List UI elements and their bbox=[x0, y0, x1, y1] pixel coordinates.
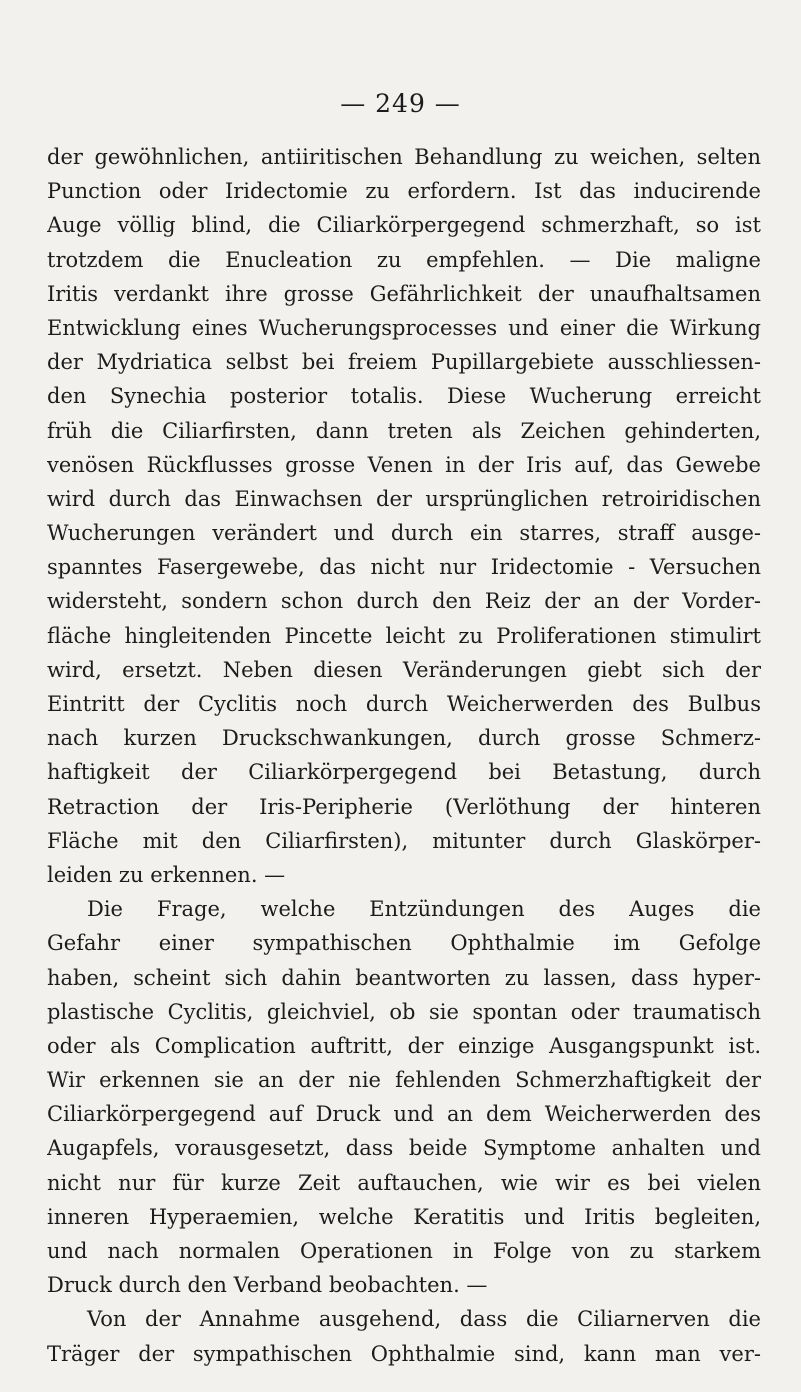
body-text bbox=[47, 140, 761, 1371]
text-line-9: früh die Ciliarfirsten, dann treten als Zeichen gehinderten, bbox=[47, 418, 761, 443]
text-line-16: wird, ersetzt. Neben diesen Veränderungen giebt sich der bbox=[47, 657, 761, 682]
text-line-27: oder als Complication auftritt, der einzige Ausgangspunkt ist. bbox=[47, 1033, 761, 1058]
text-line-7: der Mydriatica selbst bei freiem Pupillargebiete ausschliessen- bbox=[47, 350, 761, 375]
text-line-19: haftigkeit der Ciliarkörpergegend bei Betastung, durch bbox=[47, 760, 761, 785]
text-line-17: Eintritt der Cyclitis noch durch Weicherwerden des Bulbus bbox=[47, 692, 761, 716]
text-line-12: Wucherungen verändert und durch ein starres, straff ausge- bbox=[47, 521, 761, 546]
text-line-10: venösen Rückflusses grosse Venen in der Iris auf, das Gewebe bbox=[47, 452, 761, 477]
text-line-3: Auge völlig blind, die Ciliarkörpergegend schmerzhaft, so ist bbox=[47, 213, 761, 238]
text-line-32: inneren Hyperaemien, welche Keratitis und Iritis begleiten, bbox=[47, 1204, 761, 1229]
text-line-26: plastische Cyclitis, gleichviel, ob sie spontan oder traumatisch bbox=[47, 999, 761, 1024]
text-line-2: Punction oder Iridectomie zu erfordern. Ist das inducirende bbox=[47, 179, 761, 204]
text-line-5: Iritis verdankt ihre grosse Gefährlichkeit der unaufhaltsamen bbox=[47, 281, 761, 306]
text-line-21: Fläche mit den Ciliarfirsten), mitunter durch Glaskörper- bbox=[47, 828, 761, 853]
text-line-36: Träger der sympathischen Ophthalmie sind, kann man ver- bbox=[47, 1341, 761, 1366]
text-line-4: trotzdem die Enucleation zu empfehlen. — Die maligne bbox=[47, 247, 761, 272]
text-line-34: Druck durch den Verband beobachten. — bbox=[47, 1273, 488, 1298]
text-line-23: Die Frage, welche Entzündungen des Auges die bbox=[87, 897, 761, 922]
text-line-15: fläche hingleitenden Pincette leicht zu Proliferationen stimulirt bbox=[47, 623, 761, 648]
text-line-22: leiden zu erkennen. — bbox=[47, 862, 286, 887]
page-number: — 249 — bbox=[340, 89, 461, 118]
text-line-24: Gefahr einer sympathischen Ophthalmie im Gefolge bbox=[47, 931, 761, 956]
text-line-30: Augapfels, vorausgesetzt, dass beide Symptome anhalten und bbox=[47, 1136, 761, 1161]
text-line-8: den Synechia posterior totalis. Diese Wucherung erreicht bbox=[47, 384, 761, 409]
text-line-35: Von der Annahme ausgehend, dass die Ciliarnerven die bbox=[87, 1307, 761, 1332]
text-line-28: Wir erkennen sie an der nie fehlenden Schmerzhaftigkeit der bbox=[47, 1068, 761, 1093]
text-line-29: Ciliarkörpergegend auf Druck und an dem Weicherwerden des bbox=[47, 1102, 761, 1127]
text-line-1: der gewöhnlichen, antiiritischen Behandlung zu weichen, selten bbox=[47, 145, 761, 169]
text-line-11: wird durch das Einwachsen der ursprünglichen retroiridischen bbox=[47, 486, 761, 511]
text-line-18: nach kurzen Druckschwankungen, durch grosse Schmerz- bbox=[47, 726, 761, 751]
text-line-13: spanntes Fasergewebe, das nicht nur Iridectomie - Versuchen bbox=[47, 555, 761, 580]
text-line-20: Retraction der Iris-Peripherie (Verlöthung der hinteren bbox=[47, 794, 761, 819]
text-line-25: haben, scheint sich dahin beantworten zu lassen, dass hyper- bbox=[47, 965, 761, 990]
text-line-33: und nach normalen Operationen in Folge von zu starkem bbox=[47, 1239, 761, 1263]
text-line-6: Entwicklung eines Wucherungsprocesses und einer die Wirkung bbox=[47, 315, 761, 340]
text-line-14: widersteht, sondern schon durch den Reiz der an der Vorder- bbox=[47, 589, 761, 614]
text-line-31: nicht nur für kurze Zeit auftauchen, wie wir es bei vielen bbox=[47, 1170, 761, 1195]
